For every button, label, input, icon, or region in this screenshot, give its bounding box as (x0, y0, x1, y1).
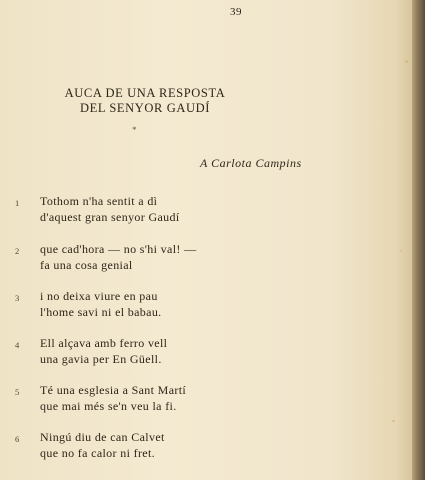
stanza-number: 2 (15, 246, 20, 256)
poem-line: l'home savi ni el babau. (40, 305, 162, 319)
poem-line: i no deixa viure en pau (40, 289, 158, 303)
stanza-number: 4 (15, 340, 20, 350)
poem-line: que no fa calor ni fret. (40, 446, 156, 460)
stanza-number: 6 (15, 434, 20, 444)
poem-line: fa una cosa genial (40, 258, 133, 272)
poem-line: Ell alçava amb ferro vell (40, 336, 168, 350)
poem-line: d'aquest gran senyor Gaudí (40, 210, 180, 224)
poem-line: Tothom n'ha sentit a dì (40, 194, 158, 208)
poem-line: que cad'hora — no s'hi val! — (40, 242, 197, 256)
stanza-number: 3 (15, 293, 20, 303)
paper-speck (405, 60, 408, 63)
poem-title-line-2: DEL SENYOR GAUDÍ (80, 101, 210, 115)
stanza-number: 1 (15, 198, 20, 208)
paper-speck (400, 250, 402, 252)
poem-title-line-1: AUCA DE UNA RESPOSTA (64, 86, 226, 100)
poem-line: Té una esglesia a Sant Martí (40, 383, 187, 397)
stanza-number: 5 (15, 387, 20, 397)
book-page-edge (412, 0, 425, 480)
paper-speck (392, 420, 395, 422)
poem-line: que mai més se'n veu la fi. (40, 399, 177, 413)
ornament-asterisk: * (132, 125, 137, 135)
poem-line: una gavia per En Güell. (40, 352, 162, 366)
page-number: 39 (230, 6, 242, 18)
dedication: A Carlota Campins (200, 156, 302, 170)
poem-line: Ningú diu de can Calvet (40, 430, 165, 444)
